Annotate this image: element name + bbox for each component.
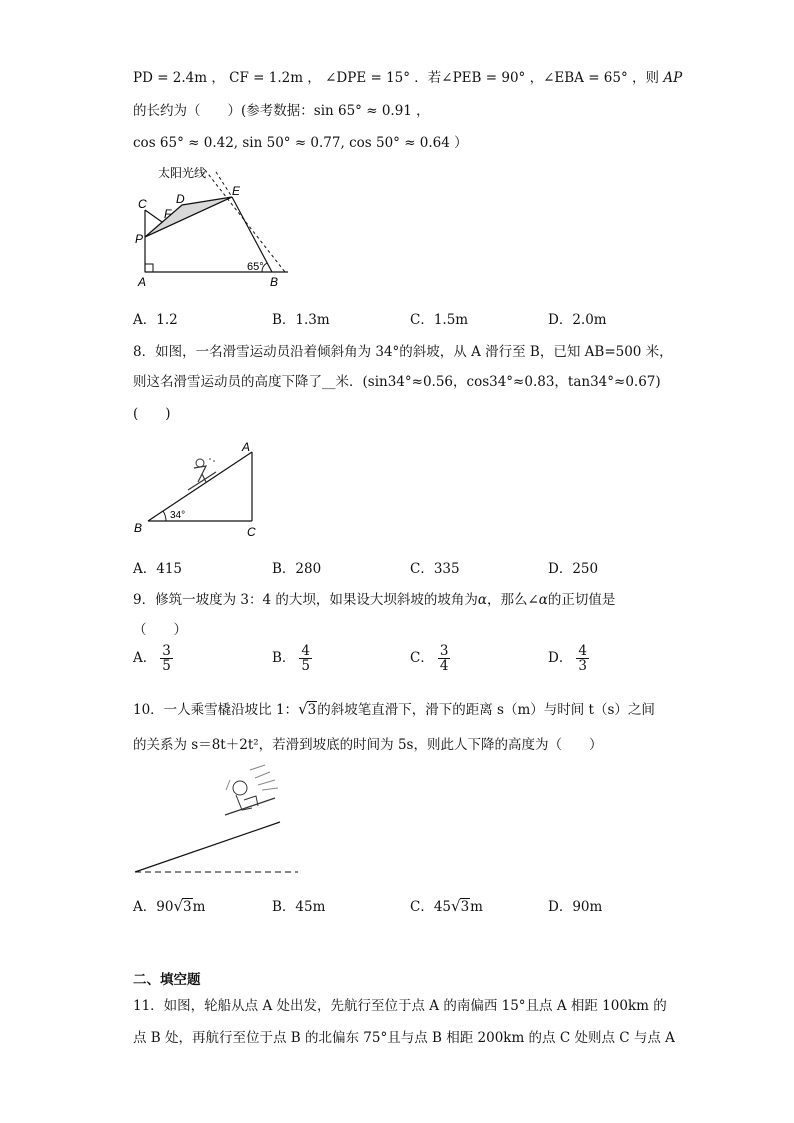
fraction [438,644,451,673]
q9-text-line1 [133,588,615,608]
alpha-symbol: α [477,592,487,608]
q7-figure [130,160,300,295]
label-c: C [247,525,256,539]
q8-option-c[interactable]: C．335 [410,561,460,577]
q7-option-b[interactable]: B．1.3m [272,312,330,328]
denominator: 5 [162,658,171,675]
numerator: 3 [162,643,171,659]
radical-icon: √ [298,700,308,718]
q10-text-a: 10．一人乘雪橇沿坡比 1： [133,702,299,718]
segment-pe [145,197,232,237]
q9-text-c: 的正切值是 [547,592,616,608]
q7-option-d[interactable]: D．2.0m [548,312,607,328]
unit: m [192,899,206,915]
q8-text-line1: 8．如图，一名滑雪运动员沿着倾斜角为 34°的斜坡，从 A 滑行至 B，已知 AB=500 米， [133,344,673,360]
q9-option-c[interactable] [410,644,450,673]
q10-option-d[interactable]: D．90m [548,899,603,915]
denominator: 3 [578,658,587,675]
q9-text-a: 9．修筑一坡度为 3：4 的大坝，如果设大坝斜坡的坡角为 [133,592,478,608]
q10-text-line2: 的关系为 s＝8t＋2t²，若滑到坡底的时间为 5s，则此人下降的高度为（ ） [133,737,603,753]
q11-text-line1: 11．如图，轮船从点 A 处出发，先航行至位于点 A 的南偏西 15°且点 A 相距 100km 的 [133,998,667,1014]
q9-option-a[interactable] [133,644,173,673]
section-title: 二、填空题 [133,972,201,988]
numerator: 4 [301,643,311,659]
option-label: B． [272,650,296,667]
radicand: 3 [307,702,317,718]
angle-arc [163,511,166,521]
q8-figure [130,440,270,540]
q9-option-d[interactable] [548,644,589,673]
angle-label: 65° [247,261,264,273]
q7-ap-label: AP [663,70,683,86]
label-p: P [135,232,144,246]
radical-icon: √ [451,897,461,915]
q7-text-line2: 的长约为（ ）(参考数据：sin 65° ≈ 0.91 ， [133,103,430,119]
q8-text-line3: ( ) [133,406,171,422]
sun-label: 太阳光线 [158,166,207,180]
segment-cf [145,210,162,222]
option-label: A． [133,650,157,667]
q7-option-a[interactable]: A．1.2 [133,312,178,328]
fraction [576,644,589,673]
q8-option-b[interactable]: B．280 [272,561,322,577]
q8-text-line2: 则这名滑雪运动员的高度下降了__米．(sin34°≈0.56，cos34°≈0.83，tan34°≈0.67) [133,374,661,390]
q9-option-b[interactable] [272,644,312,673]
q7-text-line1 [133,66,682,86]
denominator: 4 [439,658,449,675]
option-label: C． [410,650,434,667]
q10-option-b[interactable]: B．45m [272,899,326,915]
unit: m [470,899,483,915]
option-label: D． [548,650,573,667]
radical-icon: √ [173,897,183,915]
label-b: B [270,275,279,289]
alpha-symbol: α [538,592,548,608]
fraction [160,644,173,673]
label-f: F [164,207,172,221]
radicand: 3 [183,899,192,915]
q9-text-b: ，那么∠ [486,592,539,608]
q10-text-line1 [133,698,655,718]
q10-option-c[interactable] [410,895,483,915]
label-a: A [138,275,147,289]
label-c: C [138,197,147,211]
numerator: 4 [578,643,587,659]
right-angle-mark [145,264,153,272]
segment-ba [148,452,252,521]
q7-text-line3: cos 65° ≈ 0.42, sin 50° ≈ 0.77, cos 50° ≈ 0.64 ） [133,135,468,151]
q7-conditions: PD = 2.4m ， CF = 1.2m ， ∠DPE = 15° ．若∠PEB = 90° ，∠EBA = 65° ，则 [133,70,660,86]
option-text: C．45 [410,899,452,915]
q10-figure [130,760,300,880]
numerator: 3 [439,643,449,659]
label-b: B [134,521,143,535]
label-e: E [232,184,241,198]
denominator: 5 [301,658,311,675]
q10-option-a[interactable] [133,895,205,915]
fraction [299,644,312,673]
q10-text-b: 的斜坡笔直滑下，滑下的距离 s（m）与时间 t（s）之间 [317,702,655,718]
radicand: 3 [460,899,470,915]
q8-option-a[interactable]: A．415 [133,561,183,577]
q9-text-line2: （ ） [133,622,187,638]
q7-option-c[interactable]: C．1.5m [410,312,469,328]
angle-label: 34° [170,510,186,521]
label-d: D [176,192,185,206]
q8-option-d[interactable]: D．250 [548,561,599,577]
q11-text-line2: 点 B 处，再航行至位于点 B 的北偏东 75°且与点 B 相距 200km 的点 C 处则点 C 与点 A [133,1030,675,1046]
option-text: A．90 [133,899,174,915]
label-a: A [242,440,251,454]
sun-ray-2 [216,172,232,197]
slope-line [135,822,280,872]
sledder-icon [225,765,278,815]
